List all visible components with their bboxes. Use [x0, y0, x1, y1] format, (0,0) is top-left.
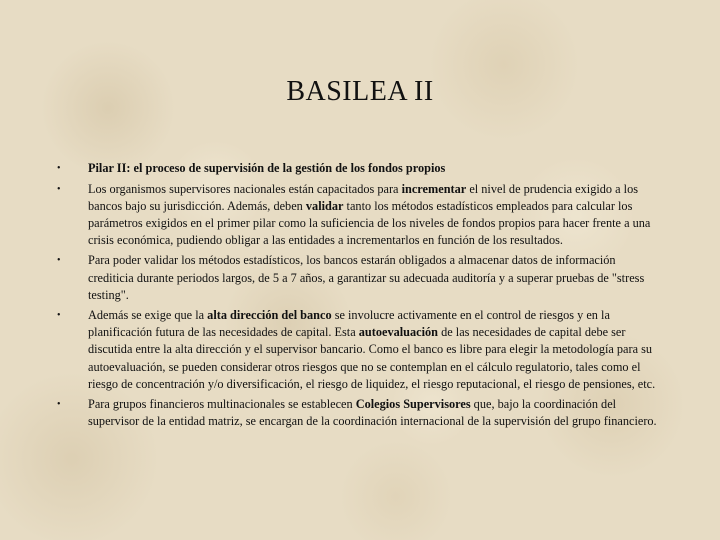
bullet-item-2 — [57, 181, 657, 249]
bullet-dot-icon: • — [57, 399, 61, 411]
bullet-dot-icon: • — [57, 255, 61, 267]
bullet-item-3 — [57, 252, 657, 303]
bullet-dot-icon: • — [57, 163, 61, 174]
bullet-item-5 — [57, 396, 657, 430]
bullet-text: Pilar II: el proceso de supervisión de la gestión de los fondos propios — [88, 161, 446, 175]
bullet-dot-icon: • — [57, 310, 61, 322]
slide-title: BASILEA II — [286, 76, 434, 107]
bullet-item-4 — [57, 307, 657, 392]
bullet-text: Para poder validar los métodos estadísticos, los bancos estarán obligados a almacenar datos de información crediticia durante periodos largos, de 5 a 7 años, a garantizar su adecuada auditoría y a superar pruebas de "stress testing". — [88, 253, 645, 302]
bullet-text: Además se exige que la alta dirección del banco se involucre activamente en el control de riesgos y en la planificación futura de las necesidades de capital. Esta autoevaluación de las necesidades de capital debe ser discutida entre la alta dirección y el supervisor bancario. Como el banco es libre para elegir la metodología para su autoevaluación, se pueden considerar otros riesgos que no se contemplan en el cálculo regulatorio, tales como el riesgo de concentración y/o diversificación, el riesgo de liquidez, el riesgo reputacional, el riesgo de pensiones, etc. — [88, 308, 656, 391]
bullet-item-1 — [57, 160, 657, 177]
bullet-text: Los organismos supervisores nacionales están capacitados para incrementar el nivel de prudencia exigido a los bancos bajo su jurisdicción. Además, deben validar tanto los métodos estadísticos empleados para calcular los parámetros exigidos en el primer pilar como la suficiencia de los niveles de fondos propios para hacer frente a una crisis económica, pudiendo obligar a las entidades a incrementarlos en función de los resultados. — [88, 181, 651, 247]
bullet-text: Para grupos financieros multinacionales se establecen Colegios Supervisores que, bajo la coordinación del supervisor de la entidad matriz, se encargan de la coordinación internacional de la supervisión del grupo financiero. — [88, 397, 657, 429]
bullet-dot-icon: • — [57, 183, 61, 195]
bullet-list — [57, 160, 657, 434]
